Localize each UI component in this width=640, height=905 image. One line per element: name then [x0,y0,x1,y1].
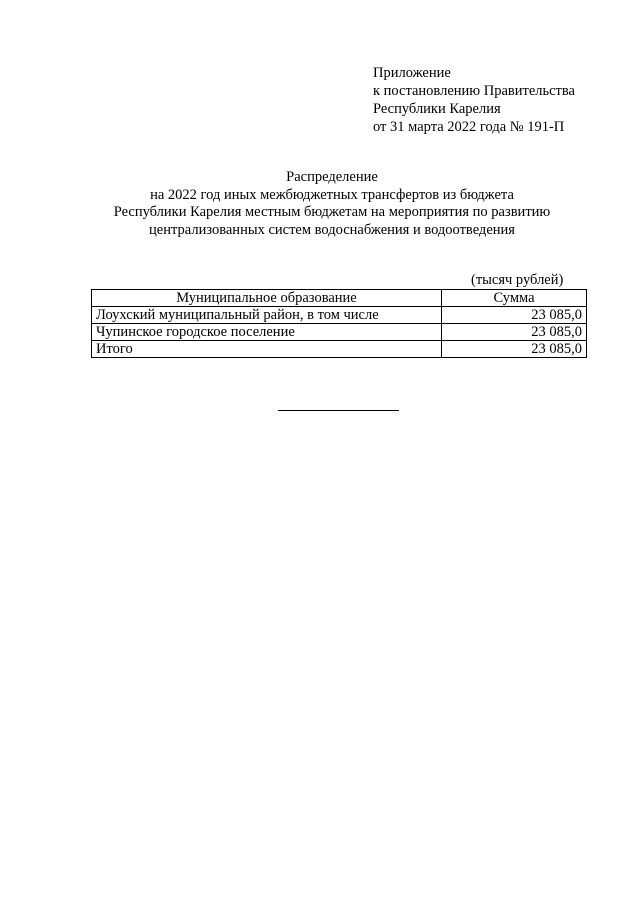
appendix-line: Республики Карелия [373,101,501,117]
amount-cell: 23 085,0 [442,324,587,341]
amount-cell: 23 085,0 [442,307,587,324]
document-title [0,169,640,239]
end-of-document-rule [278,410,399,411]
table-header-row [92,290,587,307]
title-line: на 2022 год иных межбюджетных трансфертов из бюджета [150,186,514,203]
appendix-header [373,64,575,136]
appendix-line: Приложение [373,65,451,81]
column-header-municipality: Муниципальное образование [92,290,442,307]
total-amount-cell: 23 085,0 [442,341,587,358]
appendix-line: от 31 марта 2022 года № 191-П [373,119,565,135]
distribution-table [91,289,587,358]
title-line: централизованных систем водоснабжения и водоотведения [149,221,515,238]
table-row [92,324,587,341]
title-line: Распределение [286,169,378,185]
appendix-line: к постановлению Правительства [373,83,575,99]
units-note: (тысяч рублей) [471,272,564,288]
table-row [92,307,587,324]
title-line: Республики Карелия местным бюджетам на мероприятия по развитию [113,204,551,220]
column-header-amount: Сумма [442,290,587,307]
municipality-cell: Чупинское городское поселение [92,324,442,341]
municipality-cell: Лоухский муниципальный район, в том числе [92,307,442,324]
table-row-total [92,341,587,358]
total-label-cell: Итого [92,341,442,358]
